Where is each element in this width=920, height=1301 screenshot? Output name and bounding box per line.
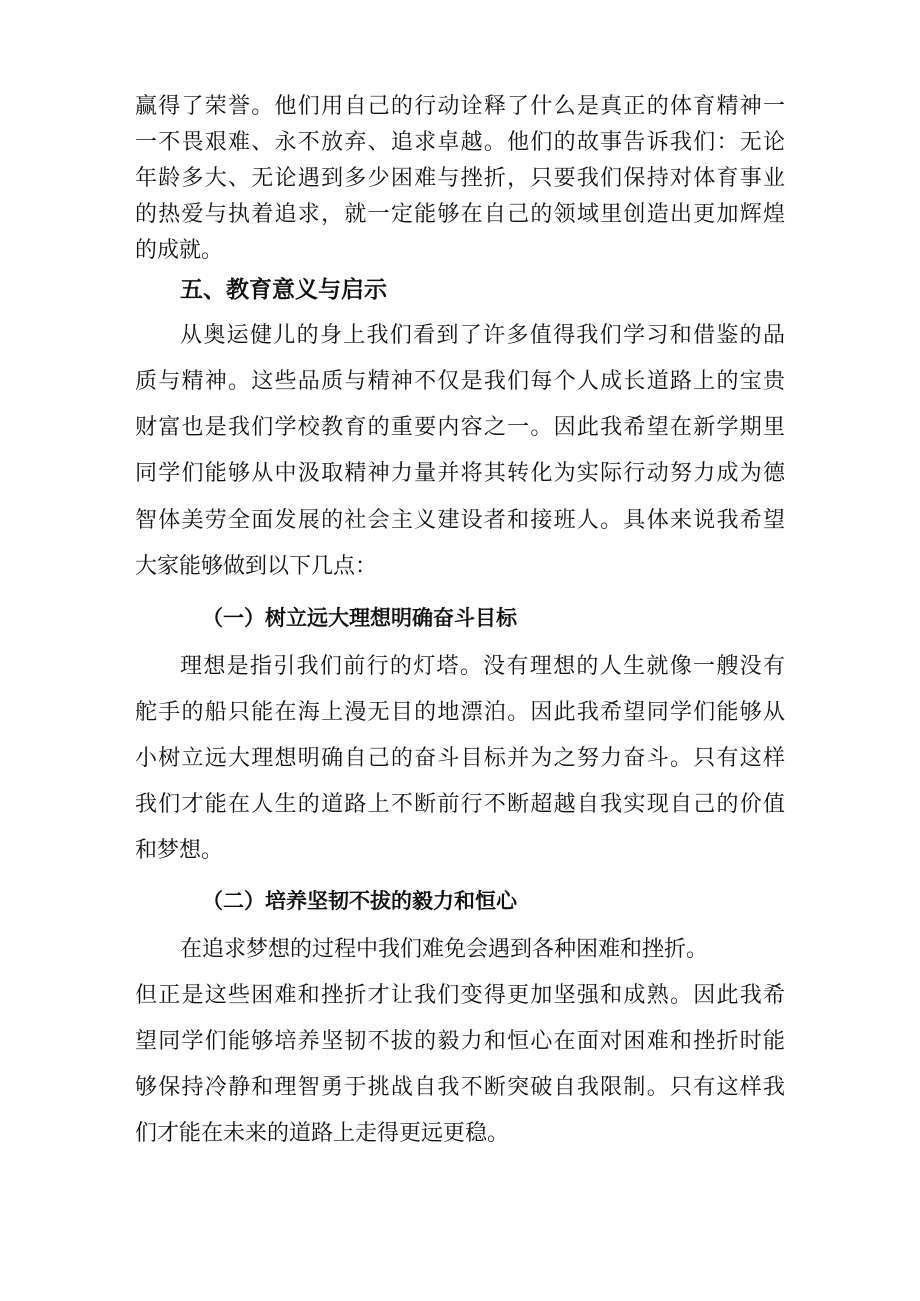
- paragraph-line: 智体美劳全面发展的社会主义建设者和接班人。具体来说我希望: [135, 508, 785, 533]
- paragraph-line: 够保持冷静和理智勇于挑战自我不断突破自我限制。只有这样我: [135, 1075, 785, 1100]
- paragraph-line: 我们才能在人生的道路上不断前行不断超越自我实现自己的价值: [135, 792, 785, 817]
- paragraph-line: 的热爱与执着追求，就一定能够在自己的领域里创造出更加辉煌: [135, 202, 785, 227]
- paragraph-line: 大家能够做到以下几点：: [135, 554, 378, 579]
- paragraph-line: 在追求梦想的过程中我们难免会遇到各种困难和挫折。: [180, 937, 709, 962]
- paragraph-line: 财富也是我们学校教育的重要内容之一。因此我希望在新学期里: [135, 415, 785, 440]
- paragraph-line: 一不畏艰难、永不放弃、追求卓越。他们的故事告诉我们：无论: [135, 130, 785, 155]
- paragraph-line: 舵手的船只能在海上漫无目的地漂泊。因此我希望同学们能够从: [135, 700, 785, 725]
- paragraph-line: 的成就。: [135, 238, 224, 263]
- subsection-heading: （二）培养坚韧不拔的毅力和恒心: [202, 888, 517, 913]
- subsection-heading: （一）树立远大理想明确奋斗目标: [202, 605, 517, 630]
- paragraph-line: 和梦想。: [135, 838, 224, 863]
- paragraph-line: 小树立远大理想明确自己的奋斗目标并为之努力奋斗。只有这样: [135, 746, 785, 771]
- paragraph-line: 质与精神。这些品质与精神不仅是我们每个人成长道路上的宝贵: [135, 369, 785, 394]
- paragraph-line: 从奥运健儿的身上我们看到了许多值得我们学习和借鉴的品: [180, 323, 785, 348]
- paragraph-line: 理想是指引我们前行的灯塔。没有理想的人生就像一艘没有: [180, 654, 785, 679]
- paragraph-line: 年龄多大、无论遇到多少困难与挫折，只要我们保持对体育事业: [135, 166, 785, 191]
- paragraph-line: 望同学们能够培养坚韧不拔的毅力和恒心在面对困难和挫折时能: [135, 1029, 785, 1054]
- section-heading: 五、教育意义与启示: [180, 277, 387, 303]
- paragraph-line: 但正是这些困难和挫折才让我们变得更加坚强和成熟。因此我希: [135, 983, 785, 1008]
- paragraph-line: 们才能在未来的道路上走得更远更稳。: [135, 1121, 510, 1146]
- paragraph-line: 同学们能够从中汲取精神力量并将其转化为实际行动努力成为德: [135, 461, 785, 486]
- paragraph-line: 赢得了荣誉。他们用自己的行动诠释了什么是真正的体育精神一: [135, 94, 785, 119]
